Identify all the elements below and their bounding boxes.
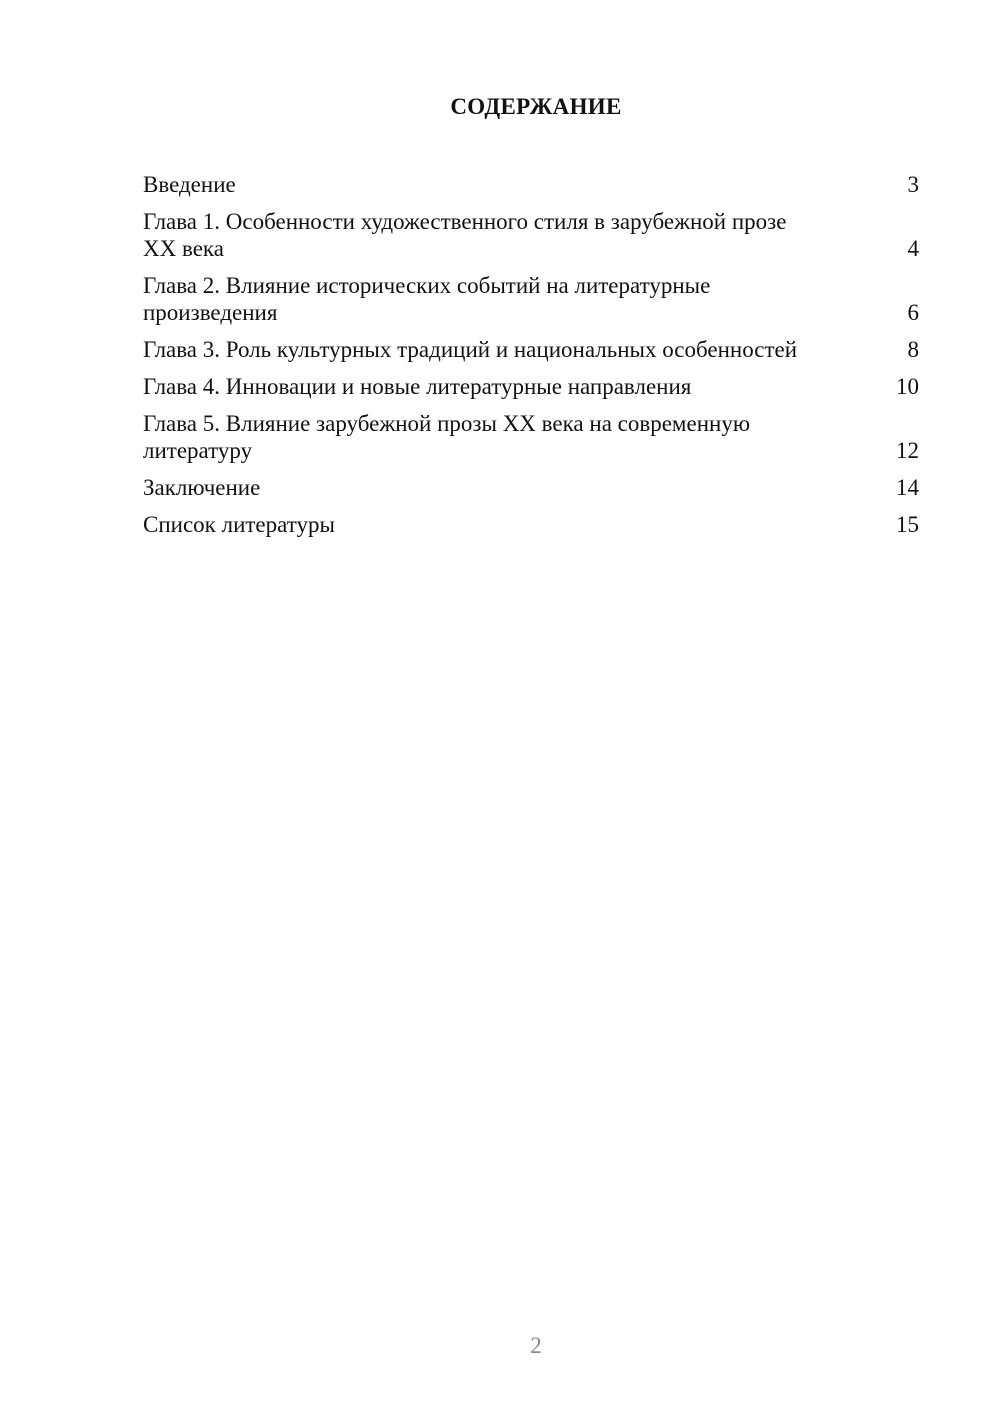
toc-entry-references[interactable]: [143, 511, 919, 538]
toc-entry-chapter-4[interactable]: [143, 373, 919, 400]
toc-entry-introduction[interactable]: [143, 171, 919, 198]
toc-entry-text: Глава 5. Влияние зарубежной прозы XX века на современную литературу: [143, 411, 750, 463]
toc-entry-page: 14: [896, 475, 919, 500]
toc-entry-chapter-5[interactable]: [143, 410, 919, 464]
toc-entry-text: Заключение: [143, 475, 261, 500]
toc-entry-page: 4: [907, 236, 919, 261]
page-number: 2: [530, 1333, 542, 1358]
toc-entry-page: 12: [896, 438, 919, 463]
toc-entry-text: Введение: [143, 172, 236, 197]
toc-entry-conclusion[interactable]: [143, 474, 919, 501]
toc-entry-chapter-1[interactable]: [143, 208, 919, 262]
toc-entry-text: Глава 3. Роль культурных традиций и национальных особенностей: [143, 337, 798, 362]
toc-entry-page: 15: [896, 512, 919, 537]
table-of-contents: [143, 171, 919, 548]
toc-entry-chapter-2[interactable]: [143, 272, 919, 326]
toc-title: СОДЕРЖАНИЕ: [450, 94, 622, 119]
toc-entry-page: 10: [896, 374, 919, 399]
toc-entry-chapter-3[interactable]: [143, 336, 919, 363]
toc-entry-text: Глава 1. Особенности художественного стиля в зарубежной прозе XX века: [143, 209, 787, 261]
toc-entry-text: Список литературы: [143, 512, 335, 537]
toc-entry-page: 8: [907, 337, 919, 362]
toc-entry-text: Глава 2. Влияние исторических событий на литературные произведения: [143, 273, 711, 325]
toc-entry-text: Глава 4. Инновации и новые литературные направления: [143, 374, 692, 399]
toc-entry-page: 6: [907, 300, 919, 325]
toc-entry-page: 3: [907, 172, 919, 197]
